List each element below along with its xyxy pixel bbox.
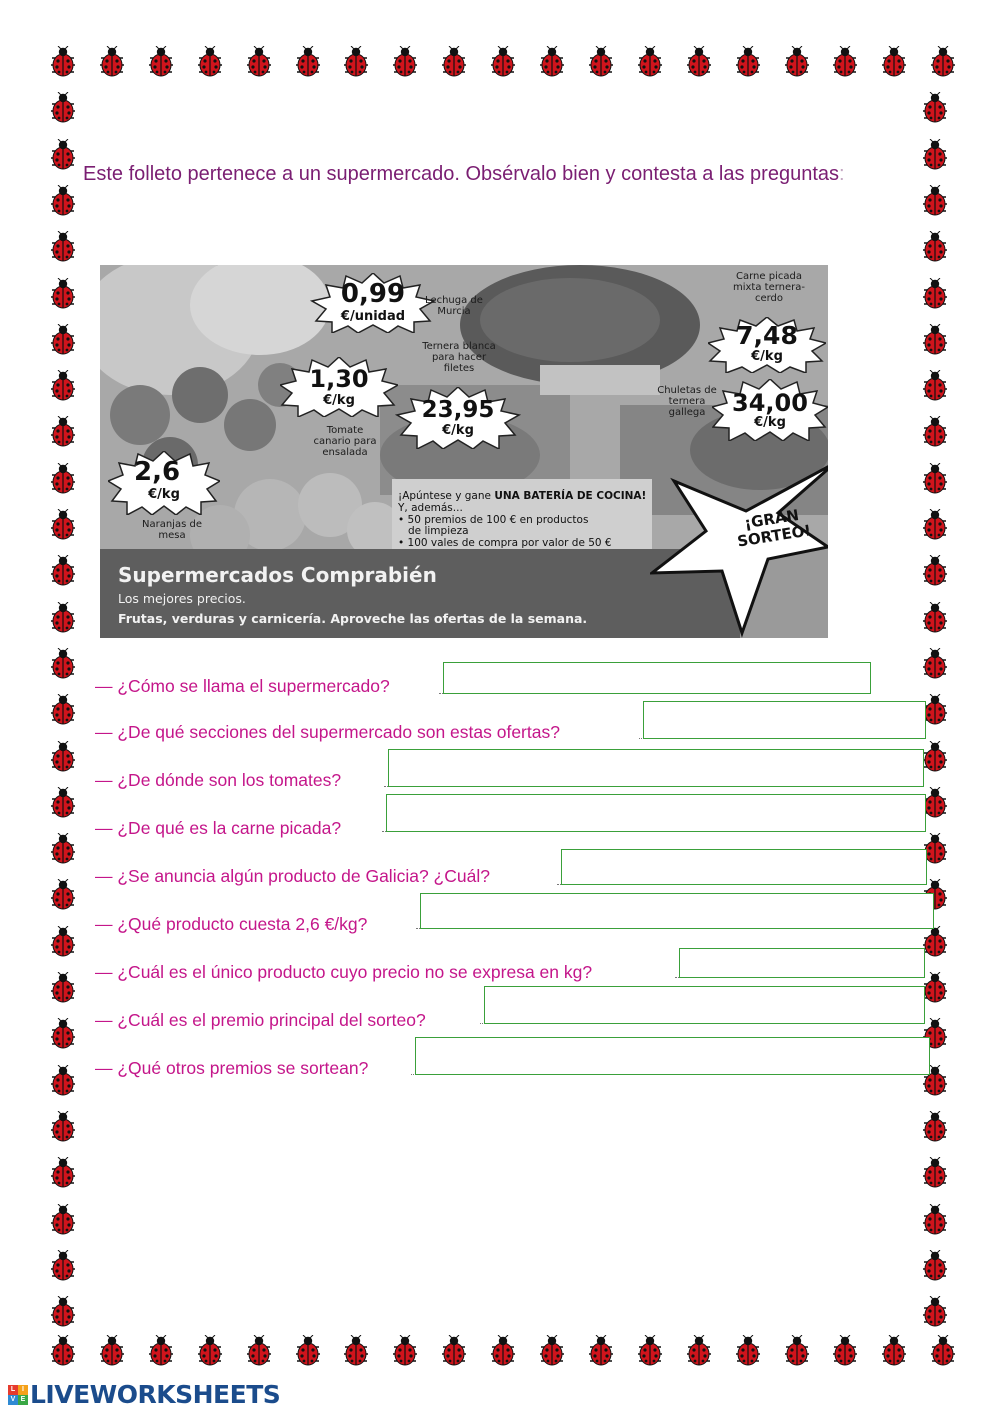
ladybug-icon bbox=[920, 741, 950, 773]
ladybug-icon bbox=[733, 1335, 763, 1367]
ladybug-icon bbox=[920, 1157, 950, 1189]
answer-input[interactable] bbox=[484, 986, 925, 1024]
ladybug-icon bbox=[48, 416, 78, 448]
ladybug-icon bbox=[195, 46, 225, 78]
ladybug-icon bbox=[48, 694, 78, 726]
price-value: 34,00 bbox=[732, 389, 808, 417]
ladybug-icon bbox=[48, 1018, 78, 1050]
ladybug-icon bbox=[537, 46, 567, 78]
ladybug-icon bbox=[488, 46, 518, 78]
ladybug-icon bbox=[48, 926, 78, 958]
ladybug-icon bbox=[830, 46, 860, 78]
ladybug-icon bbox=[920, 231, 950, 263]
answer-input[interactable] bbox=[386, 794, 926, 832]
store-slogan: Los mejores precios. bbox=[118, 591, 246, 606]
price-value: 2,6 bbox=[134, 457, 181, 487]
label-lechuga: Lechuga de Murcia bbox=[425, 295, 483, 317]
label-chuletas: Chuletas de ternera gallega bbox=[657, 385, 717, 418]
promo-line: • 100 vales de compra por valor de 50 € bbox=[398, 537, 612, 549]
ladybug-icon bbox=[48, 231, 78, 263]
label-naranjas: Naranjas de mesa bbox=[142, 519, 202, 541]
promo-line: • 50 premios de 100 € en productos bbox=[398, 514, 589, 526]
ladybug-icon bbox=[48, 787, 78, 819]
ladybug-icon bbox=[48, 370, 78, 402]
promo-line: ¡Apúntese y gane UNA BATERÍA DE COCINA! bbox=[398, 490, 647, 502]
ladybug-icon bbox=[97, 46, 127, 78]
ladybug-icon bbox=[586, 1335, 616, 1367]
ladybug-icon bbox=[48, 602, 78, 634]
instructions: Este folleto pertenece a un supermercado. Obsérvalo bien y contesta a las preguntas: bbox=[83, 163, 845, 185]
ladybug-icon bbox=[341, 46, 371, 78]
ladybug-icon bbox=[920, 324, 950, 356]
ladybug-icon bbox=[488, 1335, 518, 1367]
ladybug-icon bbox=[920, 278, 950, 310]
answer-input[interactable] bbox=[415, 1037, 930, 1075]
ladybug-icon bbox=[684, 46, 714, 78]
answer-input[interactable] bbox=[561, 849, 927, 885]
ladybug-icon bbox=[920, 1204, 950, 1236]
ladybug-icon bbox=[195, 1335, 225, 1367]
ladybug-icon bbox=[293, 1335, 323, 1367]
label-carne-picada: Carne picada mixta ternera-cerdo bbox=[732, 271, 805, 304]
ladybug-icon bbox=[48, 1250, 78, 1282]
brand-name: LIVEWORKSHEETS bbox=[30, 1380, 281, 1409]
ladybug-icon bbox=[48, 1111, 78, 1143]
ladybug-icon bbox=[48, 879, 78, 911]
ladybug-icon bbox=[920, 185, 950, 217]
question-text: — ¿Cómo se llama el supermercado? bbox=[95, 676, 390, 696]
price-unit: €/unidad bbox=[340, 309, 406, 324]
question-text: — ¿De qué secciones del supermercado son estas ofertas? bbox=[95, 722, 560, 742]
question-text: — ¿Qué producto cuesta 2,6 €/kg? bbox=[95, 914, 368, 934]
ladybug-icon bbox=[733, 46, 763, 78]
ladybug-icon bbox=[920, 1111, 950, 1143]
liveworksheets-logo-icon: L I V E bbox=[8, 1385, 28, 1405]
ladybug-icon bbox=[48, 741, 78, 773]
ladybug-icon bbox=[48, 648, 78, 680]
ladybug-icon bbox=[920, 416, 950, 448]
label-tomate: Tomate canario para ensalada bbox=[313, 425, 377, 458]
ladybug-icon bbox=[920, 602, 950, 634]
promo-line: Y, además... bbox=[398, 502, 463, 514]
ladybug-icon bbox=[390, 1335, 420, 1367]
question-text: — ¿De qué es la carne picada? bbox=[95, 818, 342, 838]
ladybug-icon bbox=[97, 1335, 127, 1367]
answer-input[interactable] bbox=[643, 701, 926, 739]
ladybug-icon bbox=[920, 463, 950, 495]
ladybug-icon bbox=[48, 1296, 78, 1328]
label-ternera: Ternera blanca para hacer filetes bbox=[422, 341, 496, 374]
ladybug-icon bbox=[879, 46, 909, 78]
answer-input[interactable] bbox=[388, 749, 924, 787]
price-value: 1,30 bbox=[309, 365, 369, 393]
ladybug-icon bbox=[879, 1335, 909, 1367]
ladybug-icon bbox=[48, 1335, 78, 1367]
ladybug-icon bbox=[830, 1335, 860, 1367]
ladybug-icon bbox=[48, 1204, 78, 1236]
price-value: 7,48 bbox=[736, 321, 798, 350]
ladybug-icon bbox=[48, 92, 78, 124]
answer-input[interactable] bbox=[443, 662, 871, 694]
ladybug-icon bbox=[48, 46, 78, 78]
ladybug-icon bbox=[390, 46, 420, 78]
ladybug-icon bbox=[928, 1335, 958, 1367]
ladybug-icon bbox=[586, 46, 616, 78]
price-unit: €/kg bbox=[754, 415, 786, 430]
question-text: — ¿De dónde son los tomates? bbox=[95, 770, 342, 790]
ladybug-icon bbox=[920, 92, 950, 124]
ladybug-icon bbox=[920, 648, 950, 680]
ladybug-icon bbox=[293, 46, 323, 78]
ladybug-icon bbox=[48, 972, 78, 1004]
ladybug-icon bbox=[920, 509, 950, 541]
ladybug-icon bbox=[48, 278, 78, 310]
ladybug-icon bbox=[146, 1335, 176, 1367]
ladybug-icon bbox=[48, 509, 78, 541]
ladybug-icon bbox=[244, 46, 274, 78]
ladybug-icon bbox=[48, 1065, 78, 1097]
ladybug-icon bbox=[48, 324, 78, 356]
price-unit: €/kg bbox=[751, 349, 783, 364]
promo-line: de limpieza bbox=[408, 525, 469, 537]
ladybug-icon bbox=[920, 139, 950, 171]
ladybug-icon bbox=[928, 46, 958, 78]
ladybug-icon bbox=[244, 1335, 274, 1367]
store-sections: Frutas, verduras y carnicería. Aproveche las ofertas de la semana. bbox=[118, 611, 588, 626]
question-text: — ¿Qué otros premios se sortean? bbox=[95, 1058, 369, 1078]
ladybug-icon bbox=[635, 1335, 665, 1367]
ladybug-icon bbox=[439, 1335, 469, 1367]
price-unit: €/kg bbox=[442, 423, 474, 438]
price-unit: €/kg bbox=[323, 393, 355, 408]
liveworksheets-brand bbox=[8, 1380, 280, 1409]
price-value: 0,99 bbox=[340, 279, 406, 309]
ladybug-icon bbox=[48, 185, 78, 217]
store-name: Supermercados Comprabién bbox=[118, 563, 437, 587]
ladybug-icon bbox=[684, 1335, 714, 1367]
ladybug-icon bbox=[146, 46, 176, 78]
ladybug-icon bbox=[341, 1335, 371, 1367]
ladybug-icon bbox=[537, 1335, 567, 1367]
question-text: — ¿Cuál es el premio principal del sorteo? bbox=[95, 1010, 426, 1030]
ladybug-icon bbox=[920, 1296, 950, 1328]
ladybug-icon bbox=[48, 555, 78, 587]
ladybug-icon bbox=[48, 1157, 78, 1189]
ladybug-icon bbox=[635, 46, 665, 78]
answer-input[interactable] bbox=[679, 948, 925, 978]
ladybug-icon bbox=[48, 139, 78, 171]
ladybug-icon bbox=[920, 370, 950, 402]
ladybug-icon bbox=[439, 46, 469, 78]
question-text: — ¿Cuál es el único producto cuyo precio no se expresa en kg? bbox=[95, 962, 593, 982]
price-unit: €/kg bbox=[148, 487, 180, 502]
ladybug-icon bbox=[782, 46, 812, 78]
answer-input[interactable] bbox=[420, 893, 934, 929]
ladybug-icon bbox=[920, 555, 950, 587]
supermarket-flyer bbox=[100, 265, 828, 638]
price-value: 23,95 bbox=[421, 397, 495, 423]
sorteo-label: ¡GRAN SORTEO! bbox=[736, 505, 813, 551]
question-text: — ¿Se anuncia algún producto de Galicia? ¿Cuál? bbox=[95, 866, 490, 886]
ladybug-icon bbox=[48, 833, 78, 865]
ladybug-icon bbox=[920, 1250, 950, 1282]
ladybug-icon bbox=[48, 463, 78, 495]
ladybug-icon bbox=[782, 1335, 812, 1367]
